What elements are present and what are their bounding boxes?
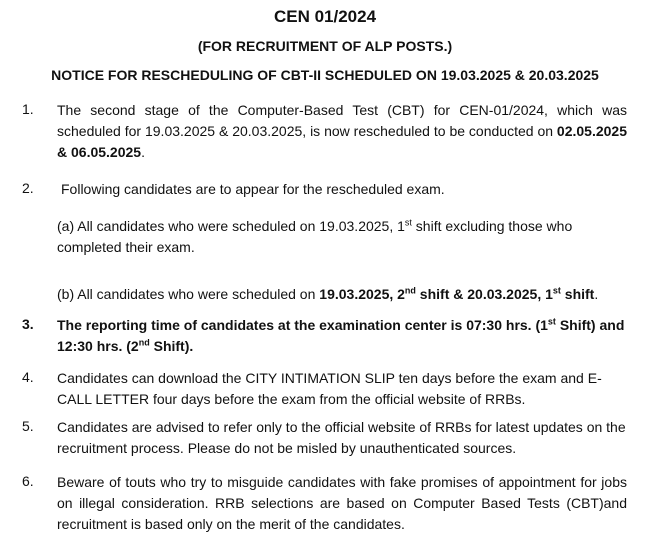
item-2b-text	[57, 284, 627, 305]
item-number-4: 4.	[22, 369, 34, 385]
item-2b-bold-part: 19.03.2025, 2	[319, 286, 405, 302]
item-2b-bold	[319, 286, 594, 302]
item-3-sup1: st	[547, 316, 556, 327]
item-3-part3: Shift).	[149, 338, 194, 354]
item-4-text: Candidates can download the CITY INTIMATION SLIP ten days before the exam and E-CALL LETTER four days before the exam from the official website of RRBs.	[57, 370, 602, 407]
item-2-text: Following candidates are to appear for the rescheduled exam.	[61, 181, 445, 197]
item-1-text	[57, 100, 627, 163]
item-1-text-part: The second stage of the Computer-Based Test (CBT) for CEN-01/2024, which was scheduled for 19.03.2025 & 20.03.2025, is now rescheduled to be conducted on	[57, 102, 627, 139]
item-number-5: 5.	[22, 418, 34, 434]
item-1-text-end: .	[141, 144, 145, 160]
item-1-new-dates: 02.05.2025 & 06.05.2025	[57, 123, 627, 160]
item-number-3: 3.	[22, 316, 34, 332]
document-subtitle: (FOR RECRUITMENT OF ALP POSTS.)	[197, 38, 453, 54]
item-2b-part: (b) All candidates who were scheduled on	[57, 286, 320, 302]
item-2a-part: (a) All candidates who were scheduled on 19.03.2025, 1	[57, 218, 405, 234]
item-number-1: 1.	[22, 101, 34, 117]
item-2a-part-end: shift excluding those who completed their exam.	[57, 218, 573, 255]
document-title: CEN 01/2024	[273, 7, 377, 26]
item-2b-bold-part3: shift	[560, 286, 595, 302]
item-2a-sup: st	[404, 217, 412, 228]
item-3-sup2: nd	[138, 337, 150, 348]
item-number-6: 6.	[22, 473, 34, 489]
item-3-text	[57, 315, 627, 357]
item-6-text: Beware of touts who try to misguide candidates with fake promises of appointment for jobs on illegal consideration. RRB selections are based on Computer Based Tests (CBT)and recruitment is based only on the merit of the candidates.	[57, 474, 627, 532]
item-2b-bold-part2: shift & 20.03.2025, 1	[415, 286, 553, 302]
item-2b-sup2: st	[552, 285, 561, 296]
item-2b-sup1: nd	[404, 285, 416, 296]
item-2a-text	[57, 216, 627, 258]
notice-heading: NOTICE FOR RESCHEDULING OF CBT-II SCHEDULED ON 19.03.2025 & 20.03.2025	[51, 67, 599, 83]
item-number-2: 2.	[22, 180, 34, 196]
item-5-text: Candidates are advised to refer only to the official website of RRBs for latest updates on the recruitment process. Please do not be misled by unauthenticated sources.	[57, 419, 626, 456]
item-3-part2: Shift) and 12:30 hrs. (2	[57, 317, 625, 354]
item-2b-end: .	[594, 286, 599, 302]
item-3-part: The reporting time of candidates at the examination center is 07:30 hrs. (1	[57, 317, 548, 333]
